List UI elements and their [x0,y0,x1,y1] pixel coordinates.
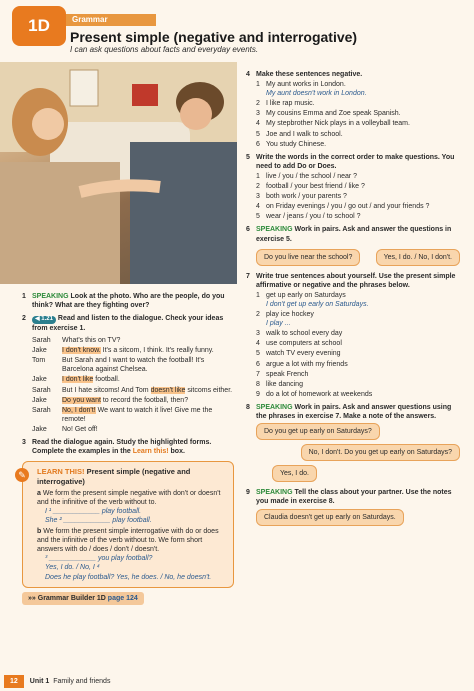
list-item: 4 use computers at school [256,340,342,348]
example-b3: Does he play football? Yes, he does. / No, he doesn't. [45,573,212,581]
dialogue-line: Do you want to record the football, then? [62,396,189,404]
learn-this-title: Present simple (negative and interrogative) [37,467,191,486]
learn-this-link: Learn this! [132,448,169,456]
exercise-instruction: Write true sentences about yourself. Use the present simple affirmative or negative and the phrases below. [256,272,456,289]
list-item: 2 football / your best friend / like ? [256,183,365,191]
exercise-4 [246,70,460,149]
dialogue-line: No! Get off! [62,425,98,433]
section-label: Grammar [66,14,156,26]
dialogue-speaker: Sarah [32,406,51,414]
dialogue-speaker: Jake [32,425,47,433]
exercise-number: 3 [22,439,26,447]
rule-a: a We form the present simple negative with don't or doesn't and the infinitive of the verb without to. [37,489,221,506]
dialogue-speaker: Jake [32,347,47,355]
example-b1: ³ ____________ you play football? [45,555,153,563]
dialogue-line: What's this on TV? [62,337,121,345]
speech-bubble: Do you live near the school? [256,249,360,266]
exercise-instruction: Read and listen to the dialogue. Check your ideas from exercise 1. [32,315,224,332]
example-b2: Yes, I do. / No, I ⁴ [45,564,100,572]
list-item: 1 get up early on Saturdays I don't get up early on Saturdays. [256,291,460,309]
list-item: 3 My cousins Emma and Zoe speak Spanish. [256,110,401,118]
page-subtitle: I can ask questions about facts and everyday events. [70,45,259,54]
dialogue-speaker: Sarah [32,386,51,394]
speaking-label: SPEAKING [256,403,293,411]
exercise-5-list [256,172,460,221]
audio-track-icon[interactable]: ◀ 1.21 [32,316,56,324]
speaking-label: SPEAKING [32,293,69,300]
dialogue-line: But I hate sitcoms! And Tom doesn't like sitcoms either. [62,386,233,394]
list-item: 1 live / you / the school / near ? [256,172,358,180]
learn-this-box [18,461,234,587]
list-item: 6 argue a lot with my friends [256,360,348,368]
list-item: 5 Joe and I walk to school. [256,130,343,138]
speaking-label: SPEAKING [256,489,293,497]
list-item: 2 play ice hockey I play ... [256,310,460,328]
dialogue-line: But Sarah and I want to watch the football! It's Barcelona against Chelsea. [62,357,205,374]
exercise-number: 5 [246,153,250,161]
list-item: 2 I like rap music. [256,100,315,108]
right-column [246,70,460,532]
example-a1: I ¹ ____________ play football. [45,507,142,515]
page-number: 12 [4,675,24,688]
example-answer: My aunt doesn't work in London. [266,90,367,98]
exercise-number: 1 [22,293,26,300]
photo-teens-fighting [0,62,237,284]
exercise-2 [22,314,234,434]
exercise-7 [246,272,460,399]
lightbulb-icon: ✎ [15,468,29,482]
footer-unit: Unit 1 [29,677,50,685]
dialogue-line: I don't know. It's a sitcom, I think. It's really funny. [62,347,214,355]
exercise-number: 4 [246,71,250,78]
exercise-number: 8 [246,403,250,411]
example-answer: I play ... [266,320,291,328]
speech-bubble: Yes, I do. / No, I don't. [376,249,460,266]
list-item: 6 You study Chinese. [256,140,327,148]
list-item: 9 do a lot of homework at weekends [256,390,373,398]
exercise-number: 6 [246,226,250,234]
speaking-label: SPEAKING [256,226,293,234]
exercise-6 [246,225,460,267]
speech-bubble: Yes, I do. [272,465,317,482]
dialogue-speaker: Jake [32,376,47,384]
list-item: 4 My stepbrother Nick plays in a volleyball team. [256,120,410,128]
page-footer [0,672,474,691]
unit-badge: 1D [12,6,66,46]
exercise-5 [246,153,460,222]
speech-bubble: Claudia doesn't get up early on Saturdays. [256,509,404,526]
exercise-number: 9 [246,489,250,497]
exercise-instruction-end: box. [170,448,185,456]
list-item: 5 wear / jeans / you / to school ? [256,213,361,221]
exercise-9 [246,488,460,527]
list-item: 5 watch TV every evening [256,350,341,358]
exercise-instruction: Tell the class about your partner. Use the notes you made in exercise 8. [256,489,452,506]
learn-this-label: LEARN THIS! [37,467,85,477]
list-item: 1 My aunt works in London. My aunt doesn't work in London. [256,80,460,98]
dialogue-line: No, I don't! We want to watch it live! Give me the remote! [62,406,213,423]
dialogue-speaker: Tom [32,357,46,365]
exercise-instruction: Look at the photo. Who are the people, do you think? What are they fighting over? [32,293,225,310]
left-column [18,292,234,605]
exercise-number: 7 [246,272,250,280]
exercise-7-list [256,291,460,399]
dialogue [32,336,234,434]
speech-bubble: Do you get up early on Saturdays? [256,423,380,440]
dialogue-speaker: Sarah [32,337,51,345]
exercise-number: 2 [22,315,26,323]
list-item: 7 speak French [256,370,309,378]
list-item: 4 on Friday evenings / you / go out / and your friends ? [256,203,430,211]
example-answer: I don't get up early on Saturdays. [266,300,369,308]
speech-bubble: No, I don't. Do you get up early on Saturdays? [301,444,460,461]
list-item: 8 like dancing [256,380,303,388]
exercise-3 [22,438,234,456]
exercise-4-list [256,80,460,149]
page-title: Present simple (negative and interrogative) [70,29,358,45]
exercise-instruction: Work in pairs. Ask and answer the questions in exercise 5. [256,226,452,243]
dialogue-speaker: Jake [32,396,47,404]
example-a2: She ² ____________ play football. [45,516,152,524]
grammar-builder-link[interactable]: »» Grammar Builder 1D page 124 [22,592,144,605]
exercise-instruction: Write the words in the correct order to make questions. You need to add Do or Does. [256,153,455,170]
exercise-instruction: Read the dialogue again. Study the highlighted forms. Complete the examples in the [32,439,212,456]
rule-b: b We form the present simple interrogative with do or does and the infinitive of the verb without to. We form short answers with do / does / don't / doesn't. [37,528,219,554]
dialogue-line: I don't like football. [62,376,120,384]
exercise-instruction: Work in pairs. Ask and answer questions using the phrases in exercise 7. Make a note of the answers. [256,403,452,420]
list-item: 3 walk to school every day [256,330,343,338]
exercise-1 [22,292,234,310]
exercise-instruction: Make these sentences negative. [256,71,363,78]
exercise-8 [246,403,460,484]
footer-topic: Family and friends [53,677,111,685]
list-item: 3 both work / your parents ? [256,193,347,201]
